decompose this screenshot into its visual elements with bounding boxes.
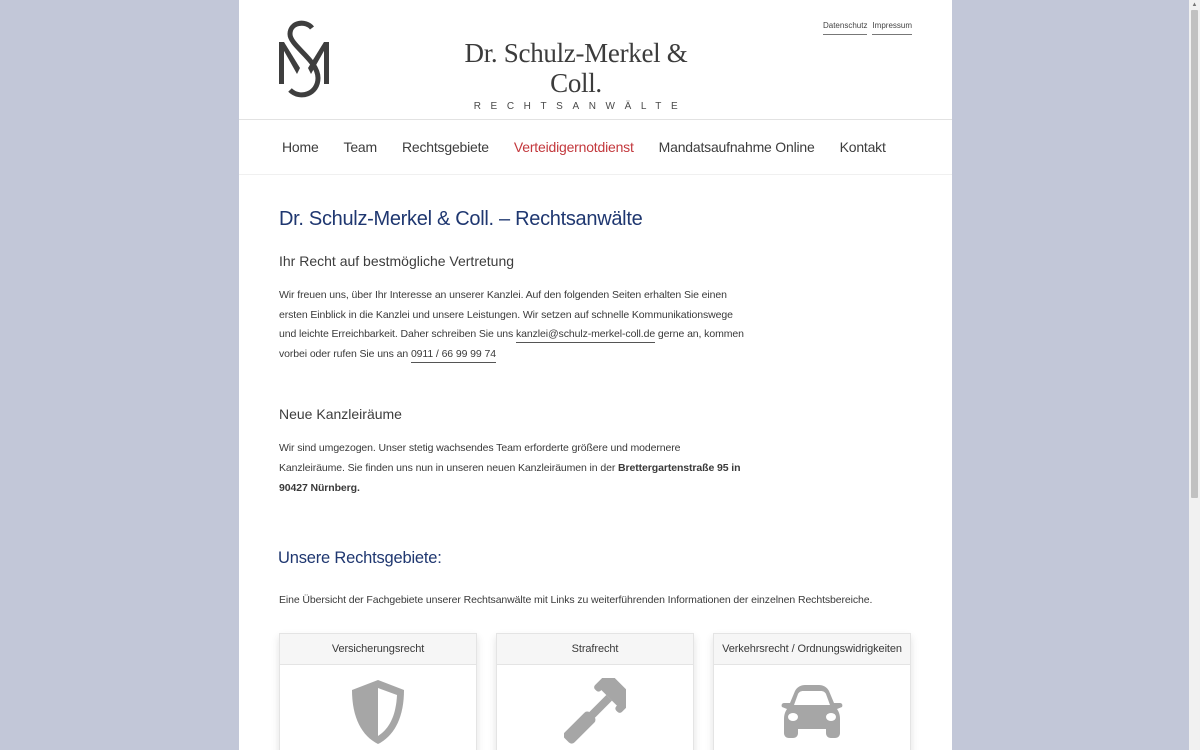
scroll-thumb[interactable] — [1191, 10, 1198, 498]
top-links — [823, 21, 912, 35]
card-body — [280, 665, 476, 750]
intro-text-1: Wir freuen uns, über Ihr Interesse an unserer Kanzlei. Auf den folgenden Seiten erhalten Sie einen ersten Einblick in die Kanzlei und unsere Leistungen. Wir setzen auf schnelle Kommunikationswege und leichte Erreichbarkeit. Daher schreiben Sie uns — [279, 289, 733, 341]
page-title: Dr. Schulz-Merkel & Coll. – Rechtsanwälte — [279, 208, 643, 230]
intro-paragraph — [279, 286, 749, 364]
logo-sm-icon[interactable] — [278, 20, 330, 100]
card-body — [497, 665, 693, 750]
nav-item-rechtsgebiete[interactable]: Rechtsgebiete — [401, 139, 489, 155]
brand-subtitle: RECHTSANWÄLTE — [473, 101, 688, 112]
nav-item-mandatsaufnahme[interactable]: Mandatsaufnahme Online — [658, 139, 815, 155]
news-address: Brettergartenstraße 95 in 90427 Nürnberg. — [279, 461, 741, 494]
car-icon — [781, 685, 843, 739]
main-nav — [239, 120, 952, 175]
impressum-link[interactable]: Impressum — [872, 21, 912, 35]
intro-text-2: gerne an, kommen vorbei oder rufen Sie uns an — [279, 328, 744, 360]
brand[interactable] — [437, 38, 715, 112]
page-scrollbar[interactable] — [1189, 0, 1200, 750]
shield-icon — [349, 678, 407, 746]
card-body — [714, 665, 910, 750]
page-subtitle: Ihr Recht auf bestmögliche Vertretung — [279, 253, 515, 269]
brand-name: Dr. Schulz-Merkel & Coll. — [464, 38, 688, 98]
site-header — [239, 0, 952, 120]
card-versicherungsrecht[interactable] — [279, 633, 477, 750]
nav-item-kontakt[interactable]: Kontakt — [839, 139, 886, 155]
card-verkehrsrecht[interactable] — [713, 633, 911, 750]
news-paragraph — [279, 439, 749, 498]
news-text: Wir sind umgezogen. Unser stetig wachsendes Team erforderte größere und modernere Kanzleiräume. Sie finden uns nun in unseren neuen Kanzleiräumen in der — [279, 442, 681, 474]
main-content — [239, 208, 952, 750]
datenschutz-link[interactable]: Datenschutz — [823, 21, 867, 35]
nav-item-team[interactable]: Team — [343, 139, 377, 155]
section-heading: Unsere Rechtsgebiete: — [278, 549, 442, 568]
practice-area-cards — [279, 633, 912, 750]
scroll-up-arrow-icon[interactable]: ▲ — [1191, 2, 1198, 8]
card-title: Verkehrsrecht / Ordnungswidrigkeiten — [714, 634, 910, 665]
card-title: Strafrecht — [497, 634, 693, 665]
card-strafrecht[interactable] — [496, 633, 694, 750]
news-heading: Neue Kanzleiräume — [279, 406, 402, 423]
card-title: Versicherungsrecht — [280, 634, 476, 665]
nav-item-verteidigernotdienst[interactable]: Verteidigernotdienst — [513, 139, 634, 155]
email-link[interactable]: kanzlei@schulz-merkel-coll.de — [516, 328, 655, 343]
nav-item-home[interactable]: Home — [282, 139, 319, 155]
page-container — [239, 0, 952, 750]
phone-link[interactable]: 0911 / 66 99 99 74 — [411, 348, 496, 363]
section-intro: Eine Übersicht der Fachgebiete unserer Rechtsanwälte mit Links zu weiterführenden Informationen der einzelnen Rechtsbereiche. — [279, 594, 873, 607]
gavel-icon — [564, 678, 626, 746]
